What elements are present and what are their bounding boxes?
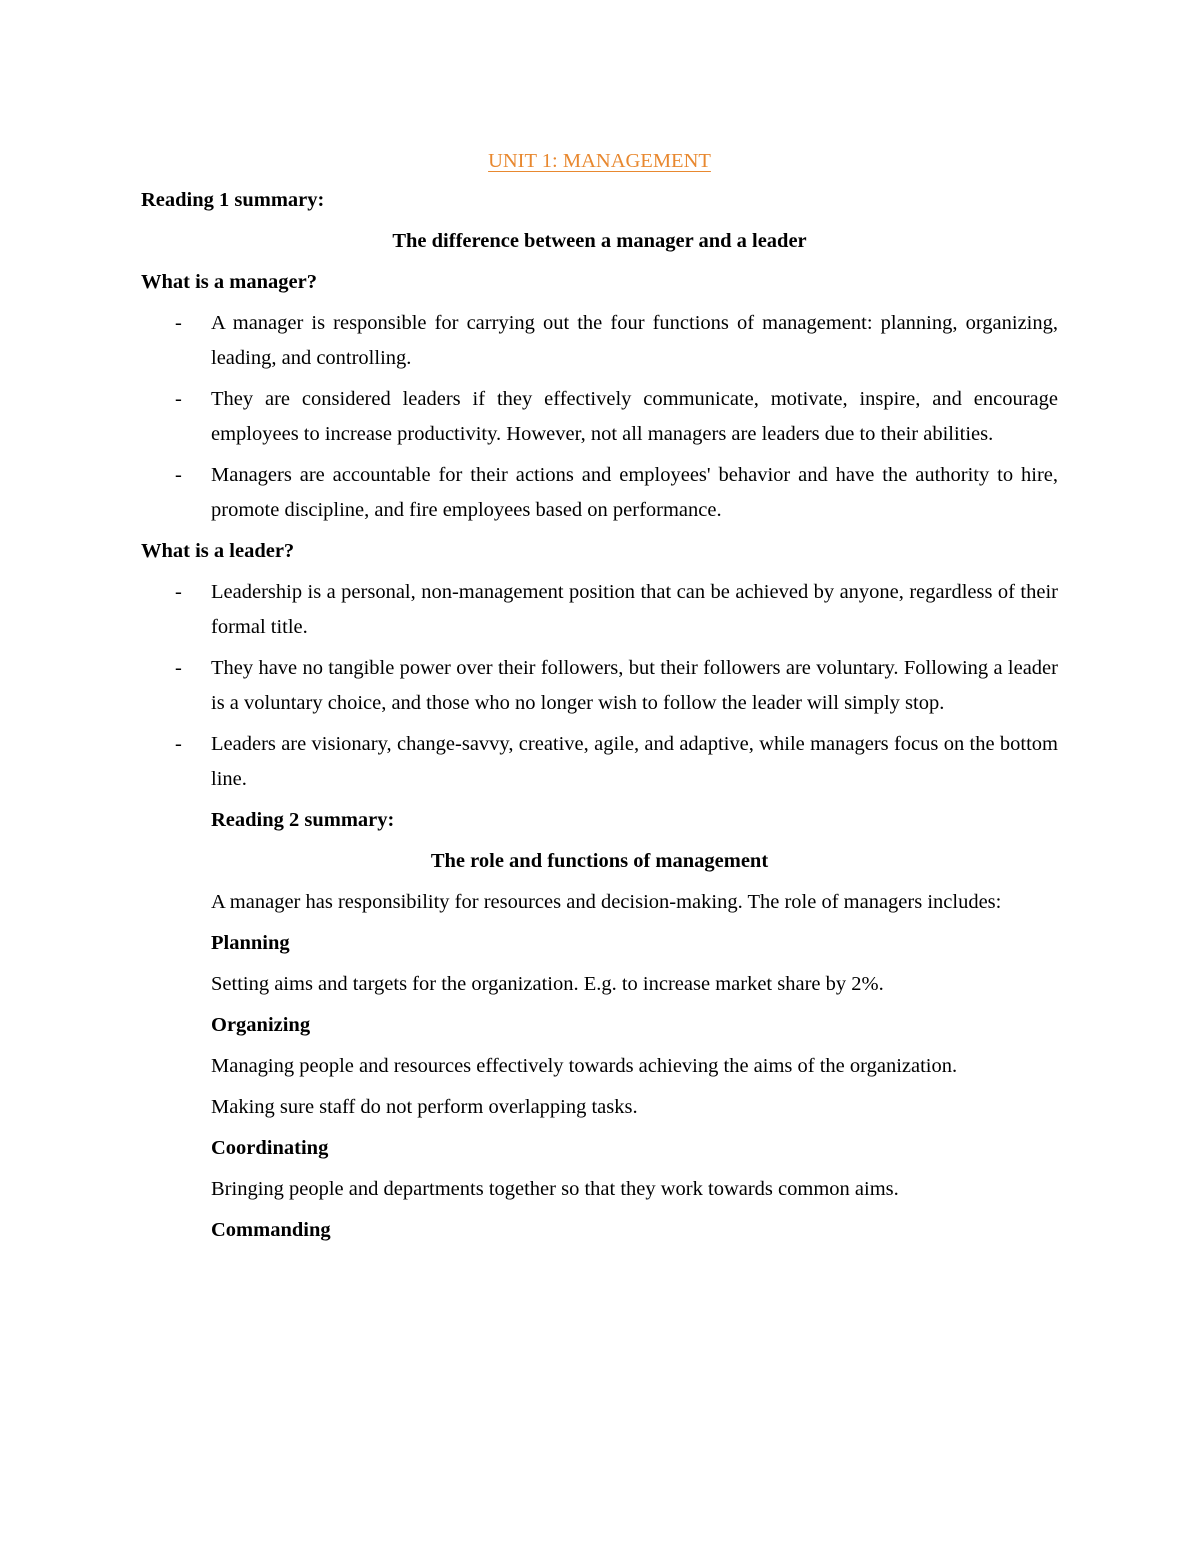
dash-marker: - — [175, 581, 182, 603]
dash-marker: - — [175, 733, 182, 755]
list-item-text: A manager is responsible for carrying out the four functions of management: planning, organizing, leading, and controlling. — [211, 312, 1058, 369]
list-item-text: They have no tangible power over their followers, but their followers are voluntary. Following a leader is a voluntary choice, and those who no longer wish to follow the leader will simply stop. — [211, 657, 1058, 714]
planning-heading: Planning — [211, 932, 290, 954]
leader-bullet-list — [141, 575, 1058, 797]
dash-marker: - — [175, 312, 182, 334]
manager-heading: What is a manager? — [141, 271, 317, 293]
unit-title: UNIT 1: MANAGEMENT — [488, 150, 711, 172]
leader-heading: What is a leader? — [141, 540, 295, 562]
dash-marker: - — [175, 464, 182, 486]
list-item — [141, 727, 1058, 797]
list-item-text: Managers are accountable for their actions and employees' behavior and have the authority to hire, promote discipline, and fire employees based on performance. — [211, 464, 1058, 521]
list-item-text: Leaders are visionary, change-savvy, creative, agile, and adaptive, while managers focus on the bottom line. — [211, 733, 1058, 790]
coordinating-text: Bringing people and departments together so that they work towards common aims. — [211, 1178, 899, 1200]
coordinating-heading: Coordinating — [211, 1137, 329, 1159]
list-item — [141, 575, 1058, 645]
list-item — [141, 306, 1058, 376]
reading2-heading: Reading 2 summary: — [211, 809, 395, 831]
reading1-subtitle: The difference between a manager and a leader — [392, 230, 807, 252]
reading1-heading: Reading 1 summary: — [141, 189, 325, 211]
list-item-text: Leadership is a personal, non-management position that can be achieved by anyone, regardless of their formal title. — [211, 581, 1058, 638]
document-page — [141, 143, 1058, 1254]
organizing-text-1: Managing people and resources effectively towards achieving the aims of the organization. — [211, 1055, 958, 1077]
organizing-text-2: Making sure staff do not perform overlapping tasks. — [211, 1096, 638, 1118]
list-item — [141, 458, 1058, 528]
reading2-subtitle: The role and functions of management — [430, 850, 769, 872]
organizing-heading: Organizing — [211, 1014, 311, 1036]
dash-marker: - — [175, 388, 182, 410]
list-item — [141, 651, 1058, 721]
reading2-intro: A manager has responsibility for resources and decision-making. The role of managers includes: — [211, 891, 1002, 913]
commanding-heading: Commanding — [211, 1219, 331, 1241]
list-item-text: They are considered leaders if they effectively communicate, motivate, inspire, and encourage employees to increase productivity. However, not all managers are leaders due to their abilities. — [211, 388, 1058, 445]
manager-bullet-list — [141, 306, 1058, 528]
list-item — [141, 382, 1058, 452]
dash-marker: - — [175, 657, 182, 679]
planning-text: Setting aims and targets for the organization. E.g. to increase market share by 2%. — [211, 973, 884, 995]
